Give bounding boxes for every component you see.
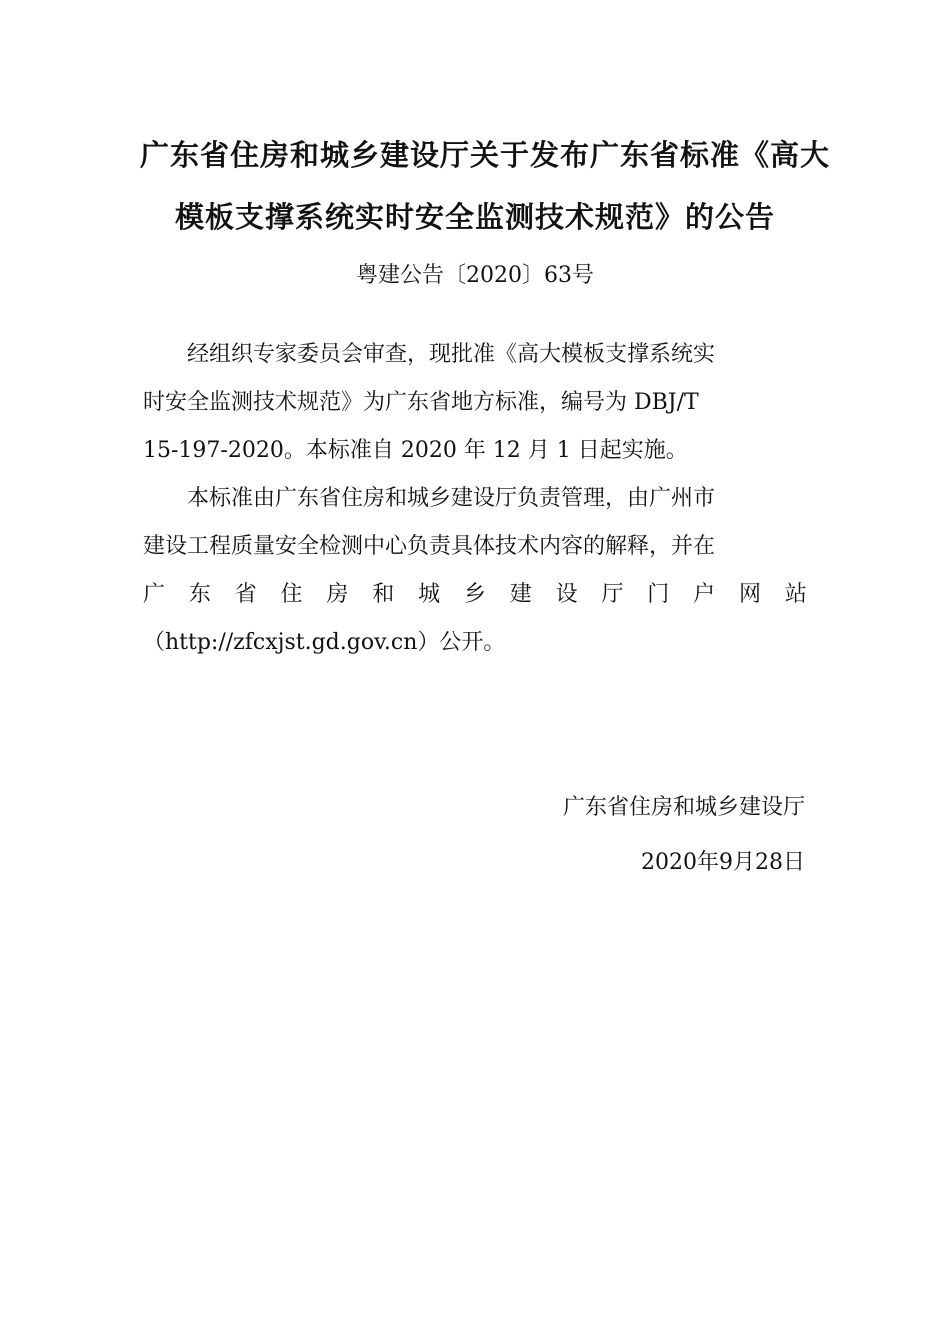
paragraph-line-justified xyxy=(143,571,807,619)
website-link-line: （http://zfcxjst.gd.gov.cn）公开。 xyxy=(143,630,506,655)
justified-char: 门 xyxy=(647,582,670,607)
document-number: 粤建公告〔2020〕63号 xyxy=(356,263,594,288)
justified-char: 广 xyxy=(143,582,166,607)
justified-char: 站 xyxy=(784,582,807,607)
justified-char: 乡 xyxy=(463,582,486,607)
signature-organization: 广东省住房和城乡建设厅 xyxy=(562,795,805,820)
justified-char: 东 xyxy=(188,582,211,607)
paragraph-approval xyxy=(143,331,807,475)
justified-char: 省 xyxy=(234,582,257,607)
justified-char: 网 xyxy=(738,582,761,607)
paragraph-line: 建设工程质量安全检测中心负责具体技术内容的解释，并在 xyxy=(143,534,716,559)
justified-char: 和 xyxy=(372,582,395,607)
signature-date: 2020年9月28日 xyxy=(641,850,805,875)
justified-char: 建 xyxy=(509,582,532,607)
paragraph-line: 时安全监测技术规范》为广东省地方标准，编号为 DBJ/T xyxy=(143,390,699,415)
justified-char: 房 xyxy=(326,582,349,607)
document-title xyxy=(140,124,831,248)
justified-char: 住 xyxy=(280,582,303,607)
justified-char: 城 xyxy=(418,582,441,607)
justified-char: 户 xyxy=(693,582,716,607)
title-line-2: 模板支撑系统实时安全监测技术规范》的公告 xyxy=(174,200,775,234)
paragraph-line: 经组织专家委员会审查，现批准《高大模板支撑系统实 xyxy=(187,342,716,367)
paragraph-line: 本标准由广东省住房和城乡建设厅负责管理，由广州市 xyxy=(187,486,716,511)
justified-char: 设 xyxy=(555,582,578,607)
title-line-1: 广东省住房和城乡建设厅关于发布广东省标准《高大 xyxy=(140,138,831,172)
paragraph-management xyxy=(143,475,807,667)
paragraph-line: 15-197-2020。本标准自 2020 年 12 月 1 日起实施。 xyxy=(143,438,688,463)
justified-char: 厅 xyxy=(601,582,624,607)
